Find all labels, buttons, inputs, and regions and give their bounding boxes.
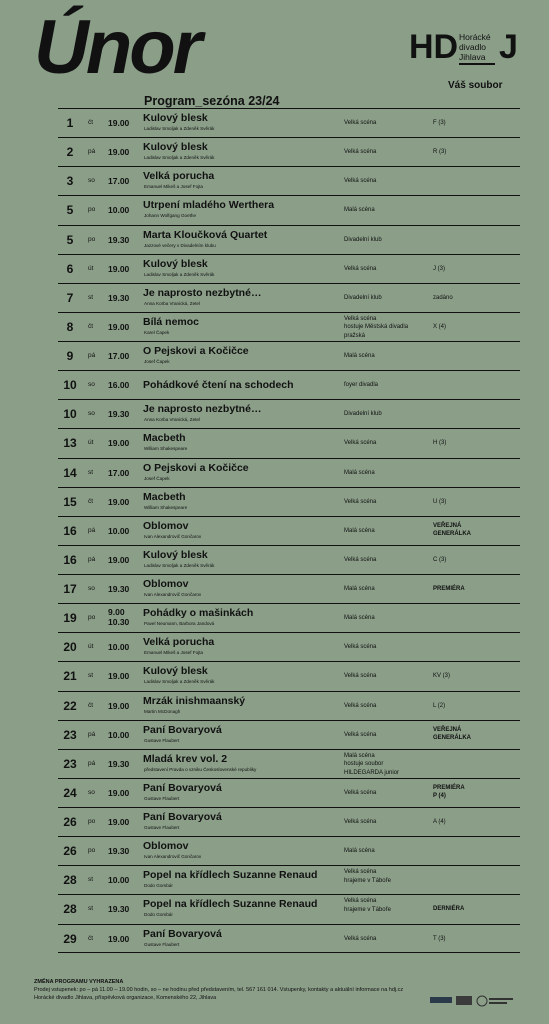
row-day: 16: [63, 523, 77, 538]
row-weekday: st: [88, 905, 94, 913]
row-note: KV (3): [433, 673, 451, 680]
row-day: 3: [66, 174, 74, 189]
partner-logo-2: [456, 996, 472, 1005]
row-time: 19.00: [108, 700, 130, 711]
row-author: Ivan Alexandrovič Gončarov: [144, 592, 202, 597]
row-weekday: st: [88, 672, 94, 680]
row-weekday: pá: [88, 759, 96, 767]
row-note: R (3): [433, 149, 447, 156]
row-venue: Velká scéna: [344, 149, 377, 156]
row-day: 21: [63, 669, 77, 684]
row-day: 19: [63, 611, 77, 626]
row-day: 16: [63, 552, 77, 567]
row-show-title[interactable]: Oblomov: [143, 840, 189, 853]
row-weekday: čt: [88, 322, 94, 330]
row-author: Anna Korba Vranická, Zetel: [144, 300, 201, 306]
row-day: 14: [63, 465, 77, 480]
row-note: U (3): [433, 498, 447, 505]
row-author: Ivan Alexandrovič Gončarov: [144, 854, 202, 860]
row-author: William Shakespeare: [144, 446, 188, 452]
row-time: 19.00: [108, 787, 130, 798]
row-show-title[interactable]: Kulový blesk: [143, 665, 208, 678]
row-note: DERNIÉRA: [433, 906, 465, 913]
program-row[interactable]: [58, 865, 520, 894]
row-time: 10.00: [108, 525, 130, 536]
row-time: 19.30: [108, 292, 130, 303]
row-day: 26: [63, 815, 77, 829]
row-weekday: pá: [88, 526, 96, 534]
row-note: PREMIÉRA P (4): [433, 784, 465, 800]
row-weekday: pá: [88, 730, 96, 738]
row-weekday: čt: [88, 119, 94, 126]
row-author: Johann Wolfgang Goethe: [144, 213, 197, 219]
program-row[interactable]: [58, 632, 520, 661]
row-weekday: st: [88, 876, 94, 884]
row-author: Martin McDonagh: [144, 708, 181, 714]
row-show-title[interactable]: Pohádky o mašinkách: [143, 607, 254, 620]
row-note: F (3): [433, 120, 446, 126]
row-weekday: po: [88, 614, 96, 622]
program-list: [58, 108, 520, 953]
program-row[interactable]: [58, 603, 520, 632]
row-day: 1: [66, 116, 74, 130]
row-author: Ladislav Smoljak a Zdeněk Svěrák: [144, 126, 215, 131]
row-show-title[interactable]: Kulový blesk: [143, 257, 208, 270]
row-time: 19.30: [108, 758, 130, 769]
row-author: Gustave Flaubert: [144, 941, 180, 947]
row-day: 15: [63, 494, 77, 509]
row-time: 10.00: [108, 729, 130, 740]
program-row[interactable]: [58, 458, 520, 487]
row-day: 24: [63, 785, 77, 800]
row-show-title[interactable]: O Pejskovi a Kočičce: [143, 345, 249, 357]
row-show-title[interactable]: Pohádkové čtení na schodech: [143, 379, 294, 392]
row-show-title[interactable]: Macbeth: [143, 490, 186, 503]
row-note: X (4): [433, 323, 447, 330]
row-venue: Malá scéna: [344, 353, 375, 359]
row-weekday: so: [88, 788, 95, 796]
row-show-title[interactable]: Kulový blesk: [143, 112, 208, 124]
program-row[interactable]: [58, 661, 520, 690]
row-weekday: so: [88, 410, 95, 418]
row-venue: Velká scéna: [344, 498, 377, 505]
row-author: Pavel Neumann, Barbora Jandová: [144, 621, 215, 627]
row-note: H (3): [433, 440, 447, 447]
row-venue: Malá scéna: [344, 586, 375, 592]
logo-bar: [459, 63, 495, 65]
row-show-title[interactable]: Bílá nemoc: [143, 315, 200, 328]
row-note: T (3): [433, 935, 446, 942]
row-time: 19.00: [108, 118, 130, 128]
row-venue: Velká scéna: [344, 178, 377, 185]
row-author: Josef Čapek: [144, 475, 170, 481]
row-venue: Velká scéna: [344, 935, 377, 942]
row-author: Gustave Flaubert: [144, 737, 180, 743]
partner-logo-1: [430, 997, 452, 1003]
row-author: Gustave Flaubert: [144, 825, 180, 830]
row-show-title[interactable]: Je naprosto nezbytné…: [143, 403, 262, 416]
row-venue: Divadelní klub: [344, 236, 382, 243]
row-day: 20: [63, 640, 77, 655]
row-time: 17.00: [108, 176, 130, 187]
row-time: 19.30: [108, 234, 130, 245]
row-time: 10.00: [108, 642, 130, 653]
row-venue: Velká scéna hrajeme v Táboře: [344, 898, 391, 913]
row-time: 16.00: [108, 380, 130, 391]
row-author: Ivan Alexandrovič Gončarov: [144, 533, 202, 539]
row-venue: Malá scéna: [344, 848, 375, 855]
row-day: 23: [63, 756, 77, 771]
row-show-title[interactable]: Utrpení mladého Werthera: [143, 199, 275, 212]
row-author: William Shakespeare: [144, 504, 188, 510]
row-day: 28: [63, 873, 77, 888]
row-author: Anna Korba Vranická, Zetel: [144, 417, 201, 423]
row-note: C (3): [433, 556, 447, 563]
program-row[interactable]: [58, 166, 520, 195]
row-author: Ladislav Smoljak a Zdeněk Svěrák: [144, 679, 215, 685]
row-weekday: so: [88, 381, 95, 389]
row-time: 17.00: [108, 467, 130, 478]
logo-name-line: divadlo: [459, 42, 486, 52]
logo-j: J: [499, 28, 518, 66]
ensemble-label: Váš soubor: [448, 80, 503, 91]
row-author: Jazzové večery v Divadelním klubu: [144, 242, 216, 248]
program-row[interactable]: [58, 254, 520, 283]
footer: [34, 978, 434, 1002]
program-row[interactable]: [58, 924, 520, 953]
footer-line: Horácké divadlo Jihlava, příspěvková organizace, Komenského 22, Jihlava: [34, 995, 217, 1001]
row-time: 19.00: [108, 933, 130, 944]
row-show-title[interactable]: Popel na křídlech Suzanne Renaud: [143, 898, 318, 911]
row-show-title[interactable]: Paní Bovaryová: [143, 811, 222, 823]
program-row[interactable]: [58, 283, 520, 312]
row-venue: Malá scéna: [344, 615, 375, 622]
row-time: 19.00: [108, 496, 130, 507]
row-time: 19.00: [108, 554, 130, 565]
row-note: PREMIÉRA: [433, 586, 465, 592]
row-time: 19.00: [108, 147, 130, 158]
program-row[interactable]: [58, 894, 520, 923]
row-author: Emanuel Mikeš a Josef Fojta: [144, 650, 203, 656]
row-note: L (2): [433, 702, 446, 709]
row-day: 10: [63, 407, 77, 422]
row-time: 19.00: [108, 321, 130, 332]
program-row[interactable]: [58, 574, 520, 603]
row-day: 5: [66, 232, 74, 247]
row-weekday: čt: [88, 701, 94, 709]
row-venue: Malá scéna: [344, 207, 375, 214]
row-author: Dodo Gombár: [144, 883, 173, 889]
row-show-title[interactable]: Macbeth: [143, 432, 186, 445]
program-row[interactable]: [58, 516, 520, 545]
row-author: Emanuel Mikeš a Josef Fojta: [144, 184, 203, 190]
row-day: 5: [66, 203, 74, 218]
row-venue: foyer divadla: [344, 382, 379, 389]
row-show-title[interactable]: Je naprosto nezbytné…: [143, 286, 262, 299]
row-venue: Velká scéna: [344, 265, 377, 272]
row-venue: Velká scéna: [344, 819, 377, 825]
page-title: Únor: [34, 5, 200, 90]
row-venue: Malá scéna: [344, 527, 375, 534]
row-show-title[interactable]: Velká porucha: [143, 170, 215, 183]
row-time: 19.30: [108, 584, 130, 594]
row-note: zadáno: [433, 294, 453, 301]
row-weekday: st: [88, 468, 94, 476]
row-venue: Velká scéna: [344, 644, 377, 651]
row-show-title[interactable]: Mladá krev vol. 2: [143, 752, 228, 765]
row-day: 10: [63, 378, 77, 393]
row-weekday: po: [88, 206, 96, 214]
row-show-title[interactable]: Kulový blesk: [143, 548, 208, 561]
program-row[interactable]: [58, 545, 520, 574]
program-row[interactable]: [58, 749, 520, 778]
program-row[interactable]: [58, 487, 520, 516]
row-weekday: pá: [88, 555, 96, 563]
row-weekday: út: [88, 643, 94, 651]
row-day: 6: [66, 261, 74, 276]
footer-heading: ZMĚNA PROGRAMU VYHRAZENA: [34, 979, 124, 985]
partner-logo-3-text: [489, 1002, 507, 1004]
row-author: Ladislav Smoljak a Zdeněk Svěrák: [144, 271, 215, 277]
row-time: 19.00: [108, 817, 130, 827]
row-weekday: so: [88, 585, 95, 592]
program-row[interactable]: [58, 108, 520, 137]
partner-logos: [430, 994, 520, 1008]
program-row[interactable]: [58, 691, 520, 720]
program-row[interactable]: [58, 225, 520, 254]
program-row[interactable]: [58, 778, 520, 807]
row-day: 7: [66, 290, 74, 305]
row-venue: Velká scéna: [344, 440, 377, 447]
row-time: 19.00: [108, 671, 130, 682]
row-weekday: st: [88, 293, 94, 301]
row-venue: Divadelní klub: [344, 411, 382, 418]
theatre-logo[interactable]: [409, 30, 517, 72]
program-row[interactable]: [58, 341, 520, 370]
logo-name-line: Horácké: [459, 32, 491, 42]
program-row[interactable]: [58, 312, 520, 341]
program-row[interactable]: [58, 720, 520, 749]
row-weekday: čt: [88, 497, 94, 505]
program-row[interactable]: [58, 807, 520, 836]
row-show-title[interactable]: Kulový blesk: [143, 141, 208, 154]
season-subtitle: Program_sezóna 23/24: [144, 94, 280, 108]
row-venue: Malá scéna: [344, 469, 375, 476]
row-author: Gustave Flaubert: [144, 795, 180, 801]
row-venue: Velká scéna: [344, 789, 377, 796]
program-row[interactable]: [58, 370, 520, 399]
row-weekday: so: [88, 177, 95, 185]
row-show-title[interactable]: Paní Bovaryová: [143, 927, 222, 940]
row-time: 17.00: [108, 351, 130, 361]
row-note: A (4): [433, 819, 446, 825]
row-author: Karel Čapek: [144, 329, 170, 335]
partner-logo-3-text: [489, 998, 513, 1000]
row-note: J (3): [433, 265, 445, 272]
program-row[interactable]: [58, 428, 520, 457]
row-day: 17: [63, 582, 77, 596]
row-day: 2: [66, 145, 74, 160]
row-day: 22: [63, 698, 77, 713]
row-show-title[interactable]: Marta Kloučková Quartet: [143, 228, 268, 241]
row-venue: Velká scéna: [344, 120, 377, 126]
row-weekday: út: [88, 439, 94, 447]
row-show-title[interactable]: Mrzák inishmaanský: [143, 694, 246, 707]
row-venue: Divadelní klub: [344, 294, 382, 301]
program-row[interactable]: [58, 399, 520, 428]
row-venue: Velká scéna hrajeme v Táboře: [344, 869, 391, 884]
row-show-title[interactable]: O Pejskovi a Kočičce: [143, 461, 249, 474]
row-show-title[interactable]: Paní Bovaryová: [143, 781, 222, 794]
row-show-title[interactable]: Velká porucha: [143, 636, 215, 649]
row-time: 19.30: [108, 846, 130, 857]
row-weekday: pá: [88, 352, 96, 359]
row-author: Dodo Gombár: [144, 912, 173, 918]
row-day: 9: [66, 349, 74, 363]
logo-name: [459, 32, 503, 62]
row-author: Ladislav Smoljak a Zdeněk Svěrák: [144, 562, 215, 568]
partner-logo-3: [477, 996, 487, 1006]
program-row[interactable]: [58, 137, 520, 166]
row-day: 26: [63, 844, 77, 859]
row-note: VEŘEJNÁ GENERÁLKA: [433, 522, 472, 538]
row-time: 19.00: [108, 438, 130, 449]
row-day: 28: [63, 902, 77, 917]
row-show-title[interactable]: Popel na křídlech Suzanne Renaud: [143, 869, 318, 882]
row-weekday: čt: [88, 934, 94, 942]
row-day: 13: [63, 436, 77, 451]
row-weekday: po: [88, 818, 96, 825]
row-day: 23: [63, 727, 77, 742]
row-venue: Velká scéna: [344, 731, 377, 738]
row-weekday: po: [88, 235, 96, 243]
row-day: 8: [66, 319, 74, 334]
logo-hd: HD: [409, 28, 459, 66]
row-venue: Velká scéna: [344, 556, 377, 563]
row-author: představení Pravda o vzniku Československé republiky: [144, 766, 257, 772]
logo-name-line: Jihlava: [459, 52, 486, 62]
row-time: 19.30: [108, 904, 130, 915]
row-weekday: út: [88, 264, 94, 272]
program-row[interactable]: [58, 836, 520, 865]
row-show-title[interactable]: Oblomov: [143, 578, 189, 590]
row-author: Josef Čapek: [144, 359, 170, 364]
row-show-title[interactable]: Paní Bovaryová: [143, 723, 222, 736]
row-venue: Velká scéna: [344, 702, 377, 709]
row-author: Ladislav Smoljak a Zdeněk Svěrák: [144, 155, 215, 161]
row-time: 9.00 10.30: [108, 607, 130, 628]
row-weekday: po: [88, 847, 96, 855]
row-time: 10.00: [108, 205, 130, 216]
program-row[interactable]: [58, 195, 520, 224]
row-venue: Velká scéna hostuje Městská divadla pražská: [344, 315, 409, 339]
row-time: 19.30: [108, 409, 130, 420]
row-day: 29: [63, 931, 77, 946]
row-venue: Velká scéna: [344, 673, 377, 680]
row-time: 19.00: [108, 263, 130, 274]
row-venue: Malá scéna hostuje soubor HILDEGARDA junior: [344, 752, 400, 776]
footer-line: Prodej vstupenek: po – pá 11.00 – 19.00 hodin, so – ne hodinu před představením, tel. 567 161 014. Vstupenky, kontakty a aktuální informace na hdj.cz: [34, 987, 404, 993]
row-show-title[interactable]: Oblomov: [143, 519, 189, 532]
row-weekday: pá: [88, 148, 96, 156]
row-note: VEŘEJNÁ GENERÁLKA: [433, 726, 472, 742]
row-time: 10.00: [108, 875, 130, 886]
